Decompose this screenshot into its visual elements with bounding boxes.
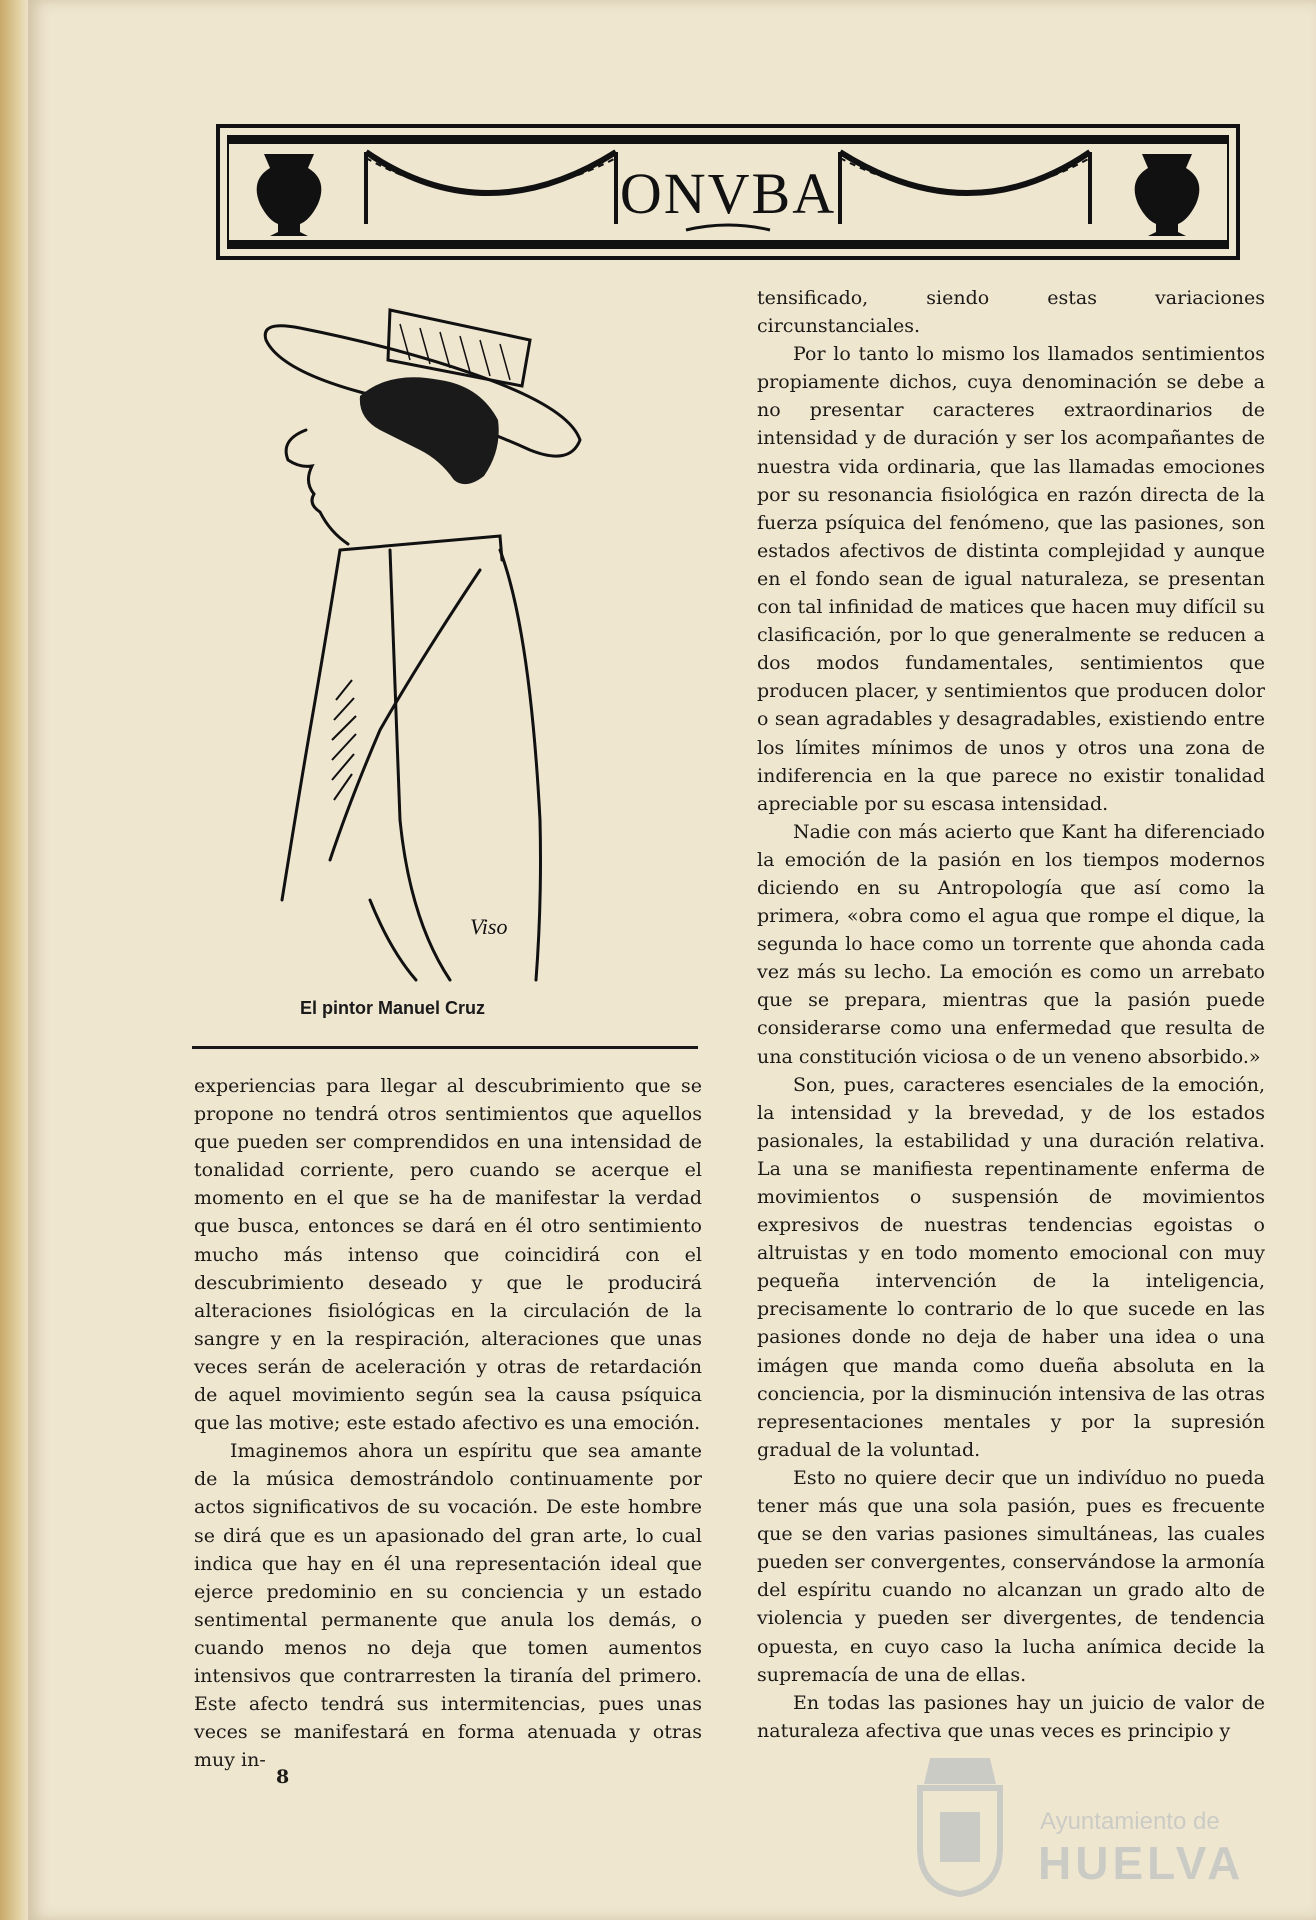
- section-divider: [192, 1046, 698, 1049]
- book-spine: [0, 0, 30, 1920]
- city-crest-icon: [900, 1748, 1020, 1898]
- left-paragraph-1: experiencias para llegar al descubrimiento que se propone no tendrá otros sentimientos que aquellos que pueden ser comprendidos en una intensidad de tonalidad corriente, pero cuando se acerque el momento en el que se ha de manifestar la verdad que busca, entonces se dará en él otro sentimiento mucho más intenso que coincidirá con el descubrimiento deseado y que le producirá alteraciones fisiológicas en la circulación de la sangre y en la respiración, alteraciones que unas veces serán de aceleración y otras de retardación de aquel movimiento según sea la causa psíquica que las motive; este estado afectivo es una emoción.: [194, 1075, 702, 1435]
- left-paragraph-2: Imaginemos ahora un espíritu que sea amante de la música demostrándolo continuamente por actos significativos de su vocación. De este hombre se dirá que es un apasionado del gran arte, lo cual indica que hay en él una representación ideal que ejerce predominio en su conciencia y un estado sentimental permanente que anula los demás, o cuando menos no deja que tomen aumentos intensivos que contrarresten la tiranía del primero. Este afecto tendrá sus intermitencias, pues unas veces se manifestará en forma atenuada y otras muy in-: [194, 1440, 702, 1772]
- illustration-caption: El pintor Manuel Cruz: [300, 998, 486, 1018]
- watermark-line-1: Ayuntamiento de: [1040, 1808, 1220, 1835]
- right-paragraph-5: Esto no quiere decir que un indivíduo no pueda tener más que una sola pasión, pues es frecuente que se den varias pasiones simultáneas, las cuales pueden ser convergentes, conservándose la armonía del espíritu cuando no alcanzan un grado alto de violencia y pueden ser divergentes, de tendencia opuesta, en cuyo caso la lucha anímica decide la supremacía de una de ellas.: [757, 1466, 1265, 1686]
- archive-watermark: [900, 1748, 1245, 1898]
- left-text-column: [194, 1072, 702, 1774]
- caricature-illustration: [240, 300, 620, 1000]
- right-paragraph-1: tensificado, siendo estas variaciones circunstanciales.: [757, 287, 1265, 338]
- watermark-line-2: HUELVA: [1038, 1837, 1245, 1889]
- right-paragraph-2: Por lo tanto lo mismo los llamados sentimientos propiamente dichos, cuya denominación se debe a no presentar caracteres extraordinarios de intensidad y de duración y ser los acompañantes de nuestra vida ordinaria, que las llamadas emociones por su resonancia fisiológica en razón directa de la fuerza psíquica del fenómeno, que las pasiones, son estados afectivos de distinta complejidad y aunque en el fondo sean de igual naturaleza, se presentan con tal infinidad de matices que hacen muy difícil su clasificación, por lo que generalmente se reducen a dos modos fundamentales, sentimientos que producen placer, y sentimientos que producen dolor o sean agradables y desagradables, existiendo entre los límites mínimos de unos y otros una zona de indiferencia en la que parece no existir tonalidad apreciable por su escasa intensidad.: [757, 343, 1265, 815]
- right-paragraph-6: En todas las pasiones hay un juicio de valor de naturaleza afectiva que unas veces es principio y: [757, 1691, 1265, 1742]
- page-number: 8: [276, 1766, 290, 1788]
- right-paragraph-3: Nadie con más acierto que Kant ha diferenciado la emoción de la pasión en los tiempos modernos diciendo en su Antropología que así como la primera, «obra como el agua que rompe el dique, la segunda lo hace como un torrente que ahonda cada vez más su lecho. La emoción es como un arrebato que se prepara, mientras que la pasión puede considerarse como una enfermedad que resulta de una constitución viciosa o de un veneno absorbido.»: [757, 820, 1265, 1068]
- right-text-column: [757, 284, 1265, 1745]
- artist-signature: Viso: [470, 914, 508, 939]
- right-paragraph-4: Son, pues, caracteres esenciales de la emoción, la intensidad y la brevedad, y de los estados pasionales, la estabilidad y una duración relativa. La una se manifiesta repentinamente enferma de movimientos o suspensión de movimientos expresivos de nuestras tendencias egoistas o altruistas y en todo momento emocional con muy pequeña intervención de la inteligencia, precisamente lo contrario de lo que sucede en las pasiones donde no deja de haber una idea o una imágen que manda como dueña absoluta en la conciencia, por la disminución intensiva de las otras representaciones mentales y por la supresión gradual de la voluntad.: [757, 1073, 1265, 1461]
- masthead-title: ONVBA: [619, 161, 837, 226]
- caricature-drawing: [240, 300, 620, 1000]
- masthead-banner: [216, 124, 1240, 260]
